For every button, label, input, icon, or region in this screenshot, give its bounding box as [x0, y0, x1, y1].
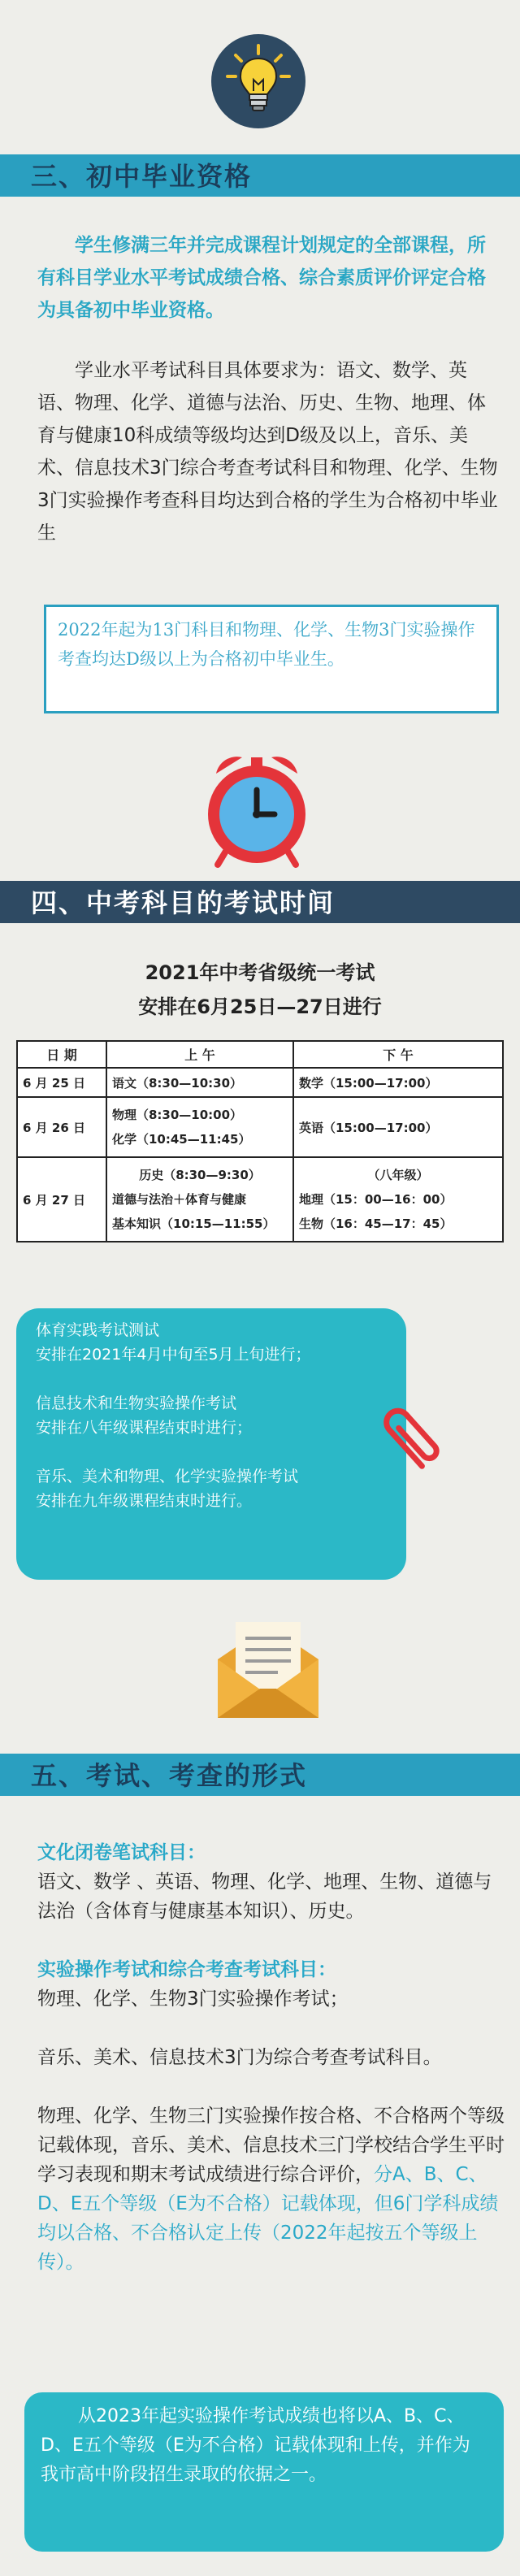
morning-cell: [106, 1097, 293, 1157]
grading-text: 物理、化学、生物三门实验操作按合格、不合格两个等级记载体现，音乐、美术、信息技术三门学校结合学生平时学习表现和期末考试成绩进行综合评价，: [37, 2105, 505, 2185]
table-row: [17, 1068, 503, 1097]
exam-schedule-table: [16, 1040, 504, 1242]
card-line: 音乐、美术和物理、化学实验操作考试: [36, 1468, 299, 1485]
exam-entry: 语文（8:30—10:30）: [112, 1075, 243, 1091]
table-header-row: [17, 1041, 503, 1068]
exam-entry: 英语（15:00—17:00）: [299, 1120, 438, 1135]
section4-title: 四、中考科目的考试时间: [31, 887, 336, 918]
section3-title: 三、初中毕业资格: [31, 161, 253, 192]
comprehensive-exam-subjects: 音乐、美术、信息技术3门为综合考查考试科目。: [37, 2047, 442, 2068]
exam-entry: 历史（8:30—9:30）: [139, 1168, 261, 1182]
morning-cell: [106, 1157, 293, 1242]
section5-title: 五、考试、考查的形式: [31, 1760, 308, 1791]
exam-forms-content: [37, 1838, 509, 2277]
envelope-icon: [213, 1617, 323, 1723]
practical-exam-subjects: 物理、化学、生物3门实验操作考试；: [37, 1988, 349, 2010]
paperclip-icon: [367, 1394, 457, 1484]
date-cell: 6 月 27 日: [17, 1157, 106, 1242]
exam-entry: 物理（8:30—10:00）: [112, 1108, 243, 1122]
table-row: [17, 1097, 503, 1157]
lightbulb-icon-circle: [211, 34, 306, 128]
table-row: [17, 1157, 503, 1242]
grading-description: [37, 2101, 509, 2277]
afternoon-cell: [293, 1097, 503, 1157]
card-line: 安排在九年级课程结束时进行。: [36, 1492, 253, 1510]
card-line: 信息技术和生物实验操作考试: [36, 1394, 237, 1412]
exam-entry: 基本知识（10:15—11:55）: [112, 1216, 275, 1231]
column-header-date: 日 期: [17, 1041, 106, 1068]
note-2022-box: 2022年起为13门科目和物理、化学、生物3门实验操作考查均达D级以上为合格初中毕业生。: [44, 605, 499, 713]
exam-headline-2: 安排在6月25日—27日进行: [138, 995, 382, 1018]
graduation-qualification-text: 学生修满三年并完成课程计划规定的全部课程，所有科目学业水平考试成绩合格、综合素质评价评定合格为具备初中毕业资格。: [37, 235, 486, 321]
grading-highlight: 分A、B、C、D、E五个等级（E为不合格）记载体现，但6门学科成绩均以合格、不合格认定上传（2022年起按五个等级上传）。: [37, 2164, 499, 2273]
section5-header-bar: [0, 1754, 520, 1796]
afternoon-cell: [293, 1157, 503, 1242]
subject-requirements-text: 学业水平考试科目具体要求为：语文、数学、英语、物理、化学、道德与法治、历史、生物、地理、体育与健康10科成绩等级均达到D级及以上，音乐、美术、信息技术3门综合考查考试科目和物理、化学、生物3门实验操作考查科目均达到合格的学生为合格初中毕业生: [37, 360, 498, 544]
lightbulb-icon: [211, 34, 306, 128]
exam-entry: 化学（10:45—11:45）: [112, 1132, 251, 1147]
afternoon-cell: [293, 1068, 503, 1097]
exam-headline-1: 2021年中考省级统一考试: [145, 961, 375, 984]
exam-entry: 生物（16：45—17：45）: [299, 1216, 453, 1231]
date-cell: 6 月 25 日: [17, 1068, 106, 1097]
section3-header-bar: [0, 154, 520, 197]
date-cell: 6 月 26 日: [17, 1097, 106, 1157]
column-header-morning: 上 午: [106, 1041, 293, 1068]
column-header-afternoon: 下 午: [293, 1041, 503, 1068]
practical-exam-heading: 实验操作考试和综合考查考试科目：: [37, 1959, 336, 1980]
card-line: 体育实践考试测试: [36, 1321, 160, 1339]
practical-exam-card: [16, 1308, 406, 1580]
exam-entry: （八年级）: [367, 1168, 429, 1182]
exam-entry: 道德与法治＋体育与健康: [112, 1192, 247, 1207]
card-line: 安排在2021年4月中旬至5月上旬进行；: [36, 1346, 311, 1364]
written-exam-subjects: 语文、数学 、英语、物理、化学、地理、生物、道德与法治（含体育与健康基本知识）、历史。: [37, 1871, 492, 1922]
section4-header-bar: [0, 881, 520, 923]
alarm-clock-icon: [200, 746, 314, 870]
morning-cell: [106, 1068, 293, 1097]
exam-entry: 数学（15:00—17:00）: [299, 1075, 438, 1091]
written-exam-heading: 文化闭卷笔试科目：: [37, 1842, 206, 1863]
future-grading-card: 从2023年起实验操作考试成绩也将以A、B、C、D、E五个等级（E为不合格）记载体现和上传，并作为我市高中阶段招生录取的依据之一。: [24, 2392, 504, 2552]
card-line: 安排在八年级课程结束时进行；: [36, 1419, 253, 1437]
exam-entry: 地理（15：00—16：00）: [299, 1192, 453, 1207]
